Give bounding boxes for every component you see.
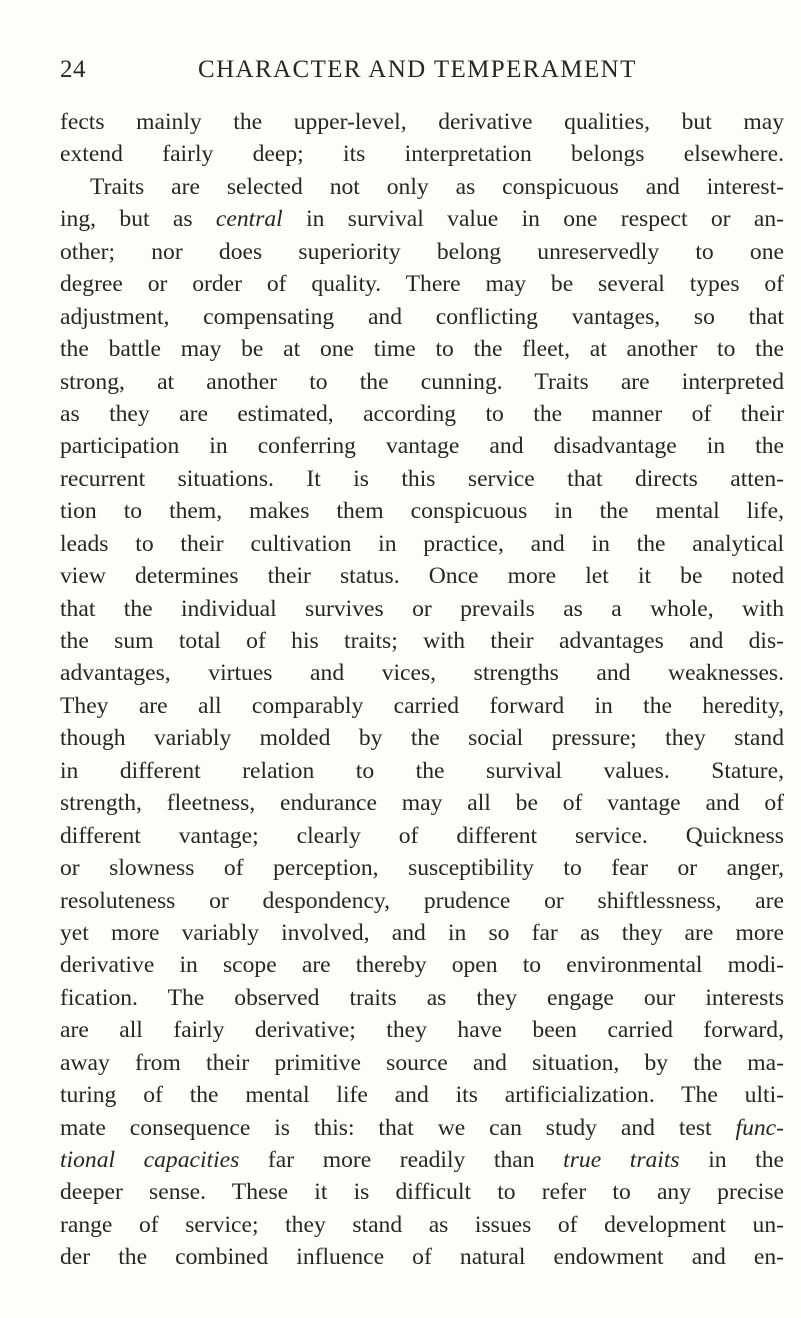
text-line: participation in conferring vantage and disadvantage in the	[60, 433, 784, 460]
text-line: strong, at another to the cunning. Traits are interpreted	[60, 368, 784, 395]
text-line: the sum total of his traits; with their advantages and dis-	[60, 628, 784, 654]
body-text	[60, 106, 784, 1274]
text-line: deeper sense. These it is difficult to refer to any precise	[60, 1179, 784, 1206]
text-line: strength, fleetness, endurance may all be of vantage and of	[60, 790, 784, 817]
text-line: view determines their status. Once more let it be noted	[60, 563, 784, 590]
text-line: adjustment, compensating and conflicting vantages, so that	[60, 303, 784, 330]
text-line: though variably molded by the social pressure; they stand	[60, 725, 784, 752]
italic-word-central: central	[215, 206, 283, 233]
text-line: degree or order of quality. There may be several types of	[60, 271, 784, 298]
text-line: range of service; they stand as issues of development un-	[60, 1211, 784, 1238]
text-line: derivative in scope are thereby open to environmental modi-	[60, 952, 784, 979]
text-line: away from their primitive source and situation, by the ma-	[60, 1049, 784, 1076]
text-line: advantages, virtues and vices, strengths and weaknesses.	[60, 660, 784, 687]
paragraph-start-line: Traits are selected not only as conspicuous and interest-	[90, 173, 784, 200]
text-line: as they are estimated, according to the manner of their	[60, 400, 784, 427]
text-run: in survival value in one respect or an-	[282, 206, 785, 233]
text-line: that the individual survives or prevails as a whole, with	[60, 595, 784, 622]
text-line: resoluteness or despondency, prudence or shiftlessness, are	[60, 887, 784, 914]
page-header	[60, 56, 770, 96]
text-line: in different relation to the survival values. Stature,	[60, 757, 784, 784]
text-line: turing of the mental life and its artificialization. The ulti-	[60, 1082, 784, 1109]
text-line: fication. The observed traits as they engage our interests	[60, 984, 784, 1011]
text-line	[60, 1144, 784, 1176]
text-line: yet more variably involved, and in so far as they are more	[60, 919, 784, 946]
italic-word-func: func-	[735, 1114, 784, 1141]
italic-phrase-functional-capacities: tional capacities	[60, 1147, 240, 1173]
italic-phrase-true-traits: true traits	[563, 1147, 680, 1173]
text-line: tion to them, makes them conspicuous in the mental life,	[60, 498, 784, 525]
page-number: 24	[60, 56, 86, 83]
text-run: mate consequence is this: that we can study and test	[60, 1114, 736, 1141]
text-line: recurrent situations. It is this service that directs atten-	[60, 465, 784, 492]
text-line: der the combined influence of natural endowment and en-	[60, 1244, 784, 1271]
text-line: or slowness of perception, susceptibility to fear or anger,	[60, 855, 784, 882]
text-run: far more readily than	[239, 1147, 564, 1173]
text-line	[60, 1112, 784, 1144]
text-line: the battle may be at one time to the fleet, at another to the	[60, 336, 784, 363]
text-run: in the	[679, 1147, 784, 1173]
text-line: They are all comparably carried forward in the heredity,	[60, 692, 784, 719]
text-line: different vantage; clearly of different service. Quickness	[60, 822, 784, 849]
text-run: ing, but as	[60, 206, 216, 233]
text-line: other; nor does superiority belong unreservedly to one	[60, 238, 784, 265]
text-line	[60, 203, 784, 235]
running-head: CHARACTER AND TEMPERAMENT	[198, 56, 637, 83]
text-line: extend fairly deep; its interpretation belongs elsewhere.	[60, 141, 784, 168]
text-line: leads to their cultivation in practice, and in the analytical	[60, 530, 784, 557]
text-line: are all fairly derivative; they have been carried forward,	[60, 1017, 784, 1044]
text-line: fects mainly the upper-level, derivative qualities, but may	[60, 109, 784, 135]
